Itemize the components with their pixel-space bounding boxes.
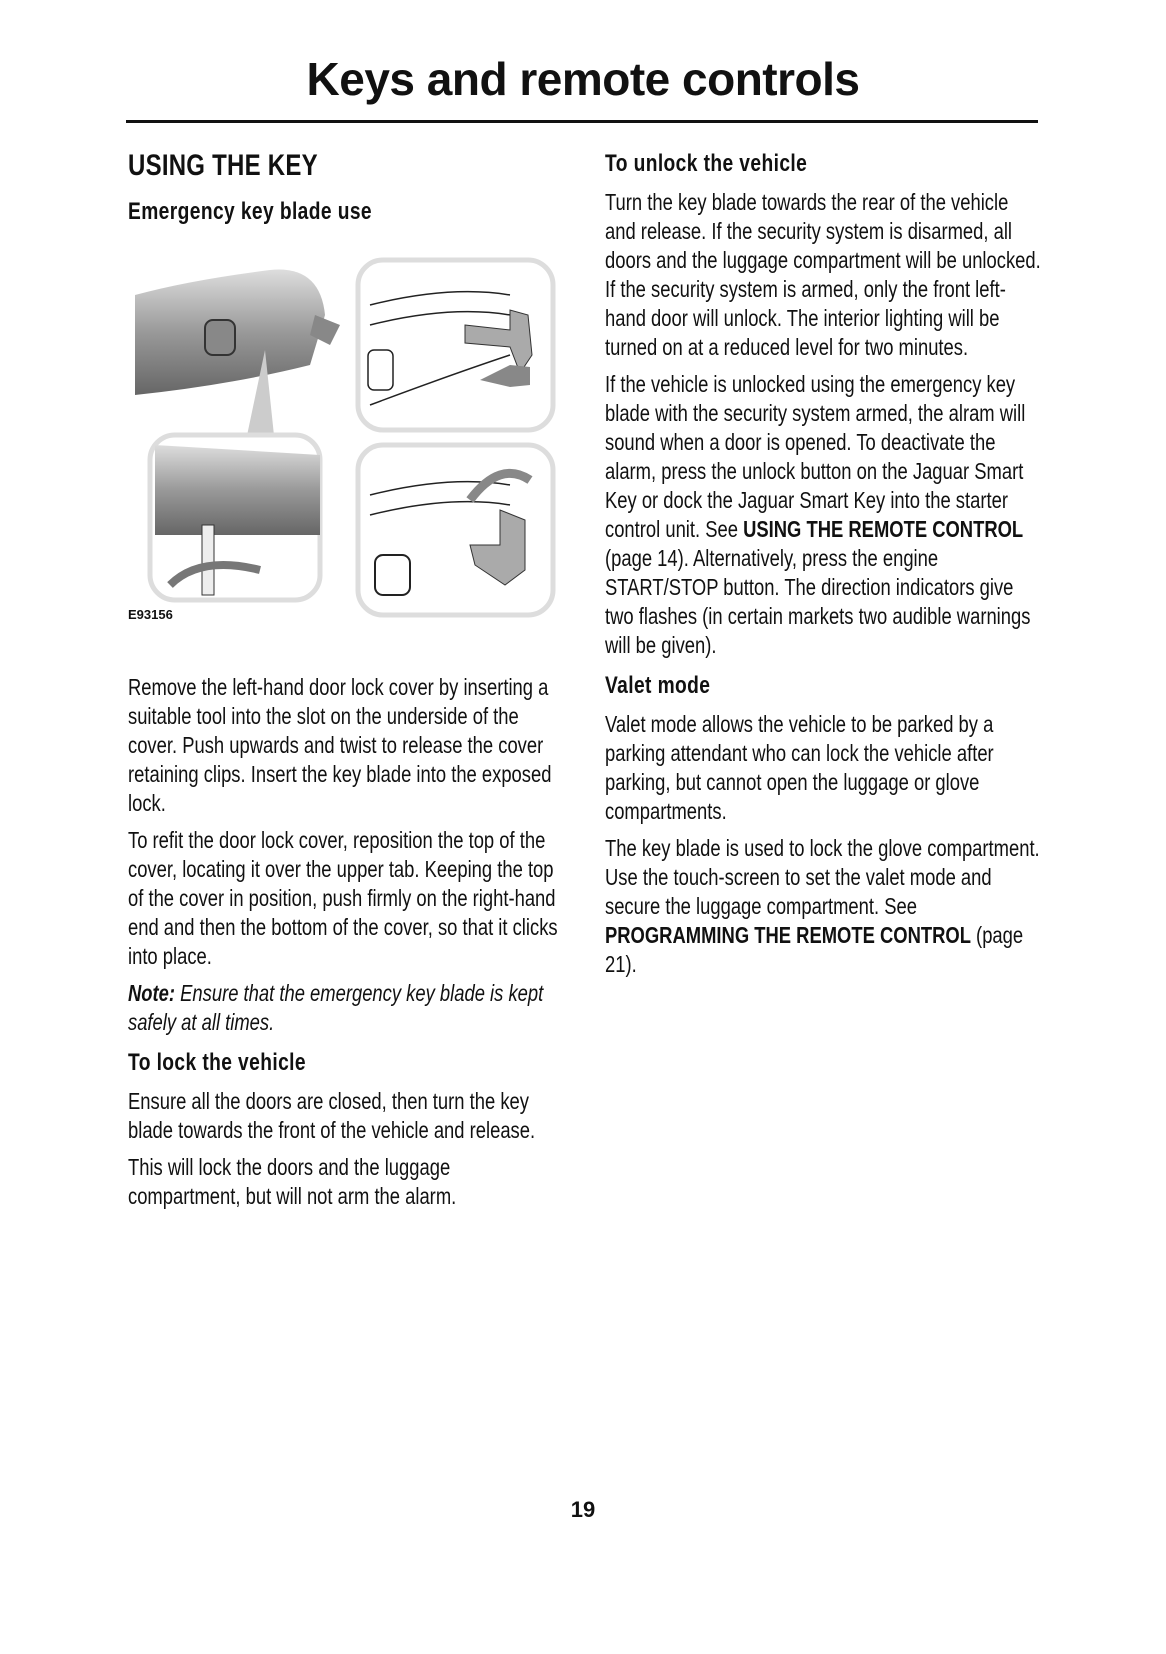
subheading-valet: Valet mode	[605, 672, 711, 699]
paragraph: To refit the door lock cover, reposition the top of the cover, locating it over the upper tab. Keeping the top of the cover in position, push firmly on the right-hand end and then the bottom of the cover, so that it clicks into place.	[128, 827, 558, 969]
note	[128, 979, 564, 1037]
paragraph: Turn the key blade towards the rear of the vehicle and release. If the security system is disarmed, all doors and the luggage compartment will be unlocked. If the security system is armed, only the front left-hand door will unlock. The interior lighting will be turned on at a reduced level for two minutes.	[605, 189, 1041, 360]
paragraph: This will lock the doors and the luggage compartment, but will not arm the alarm.	[128, 1154, 457, 1209]
note-text: Ensure that the emergency key blade is kept safely at all times.	[128, 980, 544, 1035]
text: The key blade is used to lock the glove compartment. Use the touch-screen to set the valet mode and secure the luggage compartment. See	[605, 835, 1040, 919]
section-heading: USING THE KEY	[128, 149, 318, 182]
text: If the vehicle is unlocked using the emergency key blade with the security system armed, the alram will sound when a door is opened. To deactivate the alarm, press the unlock button on the Jaguar Smart Key or dock the Jaguar Smart Key into the starter control unit. See	[605, 371, 1026, 542]
note-label: Note:	[128, 980, 176, 1006]
cross-reference-link[interactable]: PROGRAMMING THE REMOTE CONTROL	[605, 922, 971, 948]
subheading-emergency-key: Emergency key blade use	[128, 198, 372, 225]
subheading-unlock: To unlock the vehicle	[605, 150, 808, 177]
door-lock-illustration	[130, 255, 560, 625]
text: (page 21).	[605, 922, 1024, 977]
paragraph: Remove the left-hand door lock cover by inserting a suitable tool into the slot on the underside of the cover. Push upwards and twist to release the cover retaining clips. Insert the key blade into the exposed lock.	[128, 674, 552, 816]
cross-reference-link[interactable]: USING THE REMOTE CONTROL	[743, 516, 1024, 542]
paragraph	[605, 370, 1041, 660]
page-number: 19	[570, 1497, 596, 1522]
paragraph: Valet mode allows the vehicle to be parked by a parking attendant who can lock the vehicle after parking, but cannot open the luggage or glove compartments.	[605, 711, 994, 824]
paragraph: Ensure all the doors are closed, then turn the key blade towards the front of the vehicle and release.	[128, 1088, 536, 1143]
subheading-lock: To lock the vehicle	[128, 1049, 306, 1076]
text: (page 14). Alternatively, press the engine START/STOP button. The direction indicators give two flashes (in certain markets two audible warnings will be given).	[605, 545, 1031, 658]
figure-id: E93156	[128, 607, 173, 622]
title-rule	[126, 120, 1038, 123]
paragraph	[605, 834, 1041, 979]
page-title: Keys and remote controls	[306, 53, 860, 105]
right-column	[605, 148, 1041, 987]
